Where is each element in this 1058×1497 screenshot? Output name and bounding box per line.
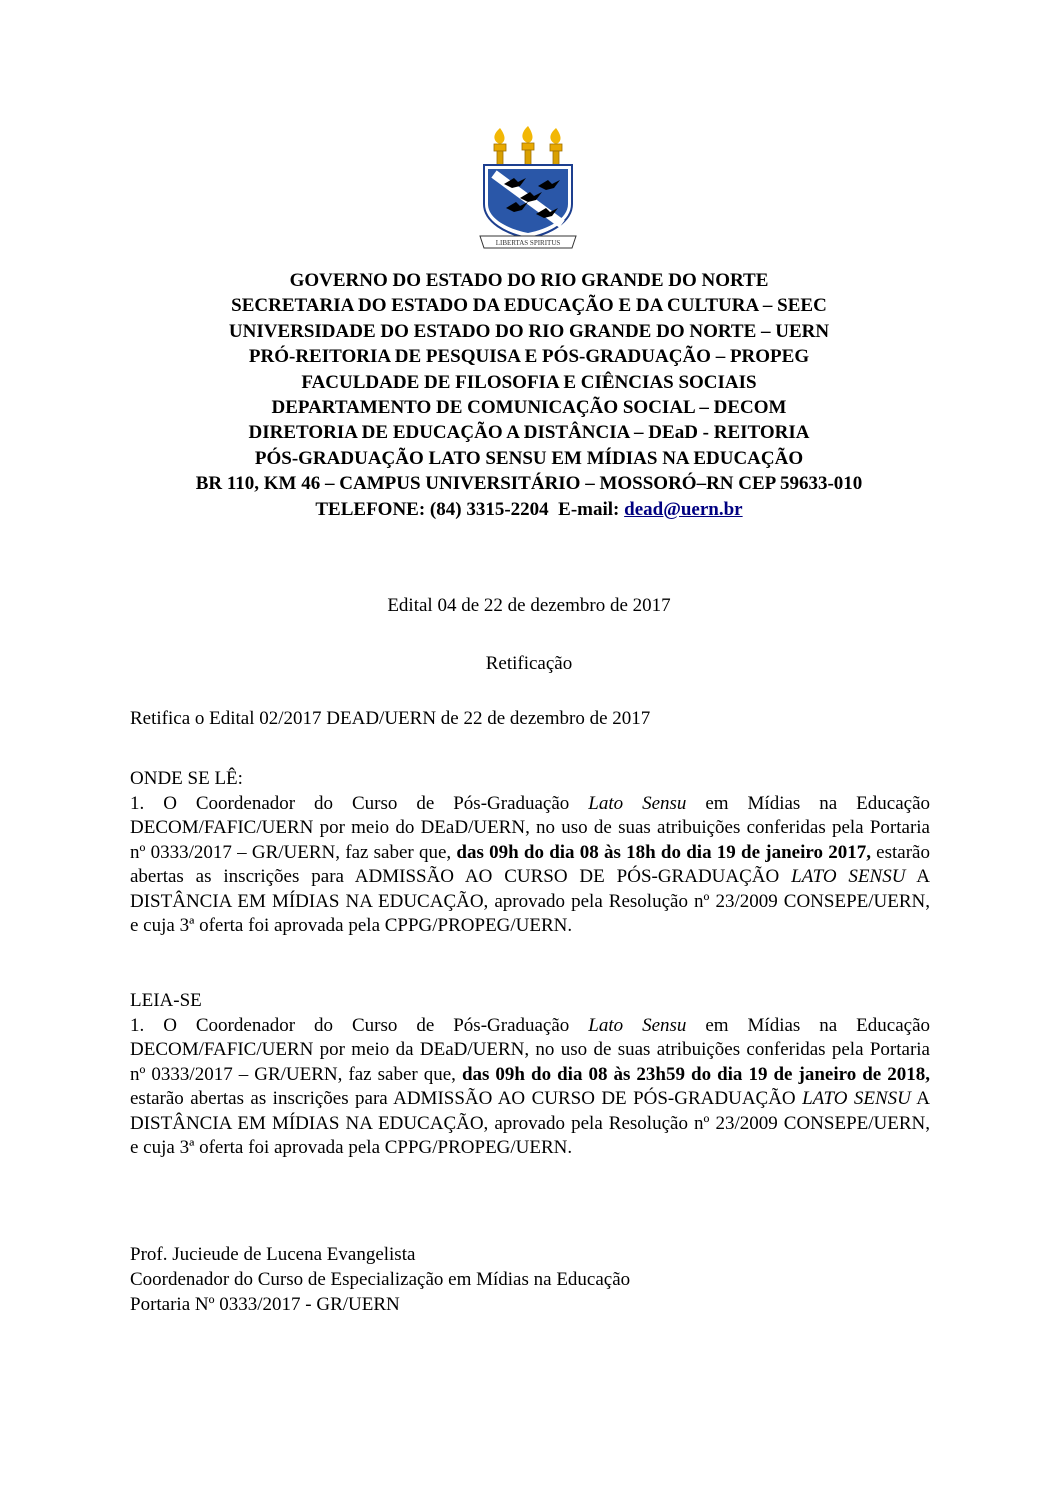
header-line-contact: [100, 497, 958, 522]
onde-se-le-paragraph: [130, 792, 930, 939]
institution-header: [100, 268, 958, 522]
leia-text-1: 1. O Coordenador do Curso de Pós-Graduação: [130, 1014, 589, 1036]
leia-bold-dates: das 09h do dia 08 às 23h59 do dia 19 de janeiro de 2018,: [461, 1063, 930, 1085]
retifica-statement: Retifica o Edital 02/2017 DEAD/UERN de 22 de dezembro de 2017: [130, 708, 651, 729]
header-line-program: PÓS-GRADUAÇÃO LATO SENSU EM MÍDIAS NA EDUCAÇÃO: [254, 447, 804, 469]
edital-title: Edital 04 de 22 de dezembro de 2017: [387, 595, 671, 616]
signatory-portaria: Portaria Nº 0333/2017 - GR/UERN: [130, 1294, 400, 1315]
header-line-directorate: DIRETORIA DE EDUCAÇÃO A DISTÂNCIA – DEaD - REITORIA: [248, 422, 810, 444]
header-line-address: BR 110, KM 46 – CAMPUS UNIVERSITÁRIO – MOSSORÓ–RN CEP 59633-010: [195, 473, 863, 495]
onde-text-4: A DISTÂNCIA EM MÍDIAS NA EDUCAÇÃO, aprovado pela Resolução nº 23/2009 CONSEPE/UERN, e cuja 3ª oferta foi aprovada pela CPPG/PROPEG/UERN.: [130, 866, 930, 936]
university-seal-logo: [476, 126, 580, 250]
leia-se-paragraph: [130, 1014, 930, 1161]
header-line-secretariat: SECRETARIA DO ESTADO DA EDUCAÇÃO E DA CULTURA – SEEC: [231, 295, 827, 317]
torch-icon: [494, 126, 562, 165]
header-line-pro-rectory: PRÓ-REITORIA DE PESQUISA E PÓS-GRADUAÇÃO – PROPEG: [248, 346, 810, 368]
phone-label: TELEFONE: (84) 3315-2204 E-mail:: [315, 498, 625, 520]
leia-se-heading: LEIA-SE: [130, 990, 202, 1011]
onde-text-1: 1. O Coordenador do Curso de Pós-Graduação: [130, 792, 589, 814]
email-link[interactable]: dead@uern.br: [624, 498, 743, 520]
header-line-university: UNIVERSIDADE DO ESTADO DO RIO GRANDE DO NORTE – UERN: [228, 320, 830, 342]
onde-text-2: em Mídias na Educação DECOM/FAFIC/UERN por meio do DEaD/UERN, no uso de suas atribuições conferidas pela Portaria nº 0333/2017 – GR/UERN, faz saber que,: [130, 792, 930, 863]
signatory-name: Prof. Jucieude de Lucena Evangelista: [130, 1244, 416, 1265]
signature-block: [130, 1242, 630, 1317]
signatory-role: Coordenador do Curso de Especialização em Mídias na Educação: [130, 1269, 631, 1290]
seal-motto: LIBERTAS SPIRITUS: [495, 239, 561, 247]
onde-se-le-section: [130, 767, 930, 939]
leia-italic-1: Lato Sensu: [588, 1014, 687, 1036]
onde-se-le-heading: ONDE SE LÊ:: [130, 768, 243, 789]
header-line-faculty: FACULDADE DE FILOSOFIA E CIÊNCIAS SOCIAIS: [301, 371, 757, 393]
leia-text-3: estarão abertas as inscrições para ADMISSÃO AO CURSO DE PÓS-GRADUAÇÃO: [130, 1088, 803, 1109]
onde-italic-1: Lato Sensu: [588, 792, 687, 814]
leia-text-4: A DISTÂNCIA EM MÍDIAS NA EDUCAÇÃO, aprovado pela Resolução nº 23/2009 CONSEPE/UERN, e cuja 3ª oferta foi aprovada pela CPPG/PROPEG/UERN.: [130, 1088, 930, 1158]
onde-text-3: estarão abertas as inscrições para ADMISSÃO AO CURSO DE PÓS-GRADUAÇÃO: [130, 841, 930, 887]
document-subtitle: Retificação: [485, 653, 573, 674]
onde-bold-dates: das 09h do dia 08 às 18h do dia 19 de janeiro 2017,: [456, 841, 871, 863]
leia-se-section: [130, 989, 930, 1161]
leia-text-2: em Mídias na Educação DECOM/FAFIC/UERN por meio da DEaD/UERN, no uso de suas atribuições conferidas pela Portaria nº 0333/2017 – GR/UERN, faz saber que,: [130, 1014, 930, 1085]
header-line-government: GOVERNO DO ESTADO DO RIO GRANDE DO NORTE: [289, 270, 769, 291]
leia-italic-2: LATO SENSU: [802, 1088, 911, 1109]
onde-italic-2: LATO SENSU: [791, 866, 906, 887]
header-line-department: DEPARTAMENTO DE COMUNICAÇÃO SOCIAL – DECOM: [271, 397, 787, 419]
